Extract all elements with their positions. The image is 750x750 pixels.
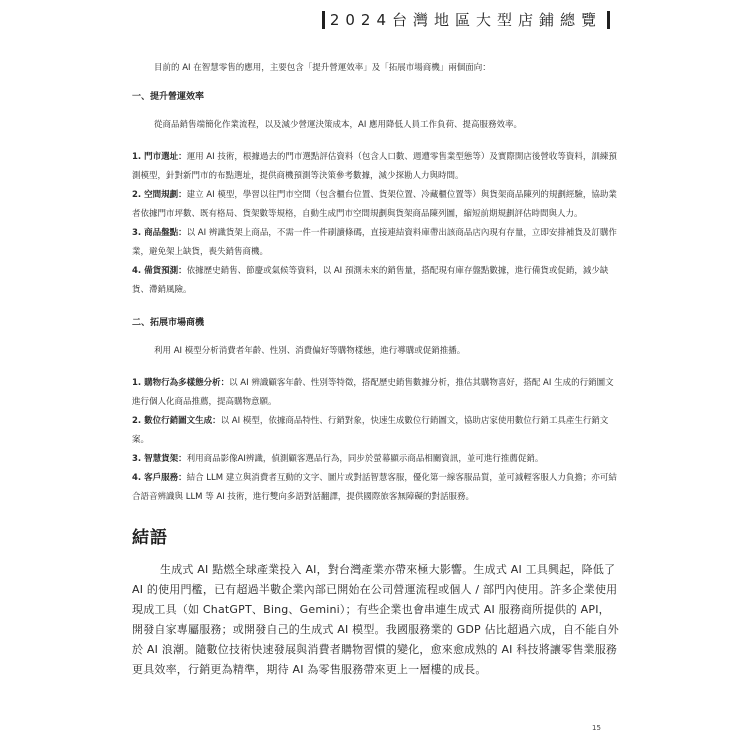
item-text: 依據歷史銷售、節慶或氣候等資料，以 AI 預測未來的銷售量，搭配現有庫存盤點數據，進行備貨或促銷，減少缺貨、滯銷風險。 [132, 266, 609, 295]
item-text: 以 AI 辨識貨架上商品，不需一件一件刷讀條碼，直接連結資料庫帶出該商品店內現有存量，立即安排補貨及訂購作業，避免架上缺貨，喪失銷售商機。 [132, 228, 617, 257]
section2-item-2 [132, 412, 620, 450]
section1-item-3 [132, 224, 620, 262]
intro-paragraph: 目前的 AI 在智慧零售的應用，主要包含「提升營運效率」及「拓展市場商機」兩個面向： [154, 63, 491, 73]
item-text: 運用 AI 技術，根據過去的門市選點評估資料（包含人口數、週遭零售業型態等）及實際開店後營收等資料，訓練預測模型，針對新門市的布點選址，提供商機預測等決策參考數據，減少探勘人力與時間。 [132, 152, 617, 181]
item-label: 4. 客戶服務： [132, 473, 187, 483]
conclusion-title: 結語 [132, 528, 168, 548]
section2-item-4 [132, 469, 620, 507]
item-label: 1. 門市選址： [132, 152, 187, 162]
section1-heading: 一、提升營運效率 [132, 92, 205, 102]
running-header [322, 9, 610, 30]
header-title: 2024台灣地區大型店鋪總覽 [329, 11, 602, 29]
item-text: 建立 AI 模型，學習以往門市空間（包含櫃台位置、貨架位置、冷藏櫃位置等）與貨架商品陳列的規劃經驗，協助業者依據門市坪數、既有格局、貨架數等規格，自動生成門市空間規劃與貨架商品陳列圖，縮短前期規劃評估時間與人力。 [132, 190, 617, 219]
section1-item-4 [132, 262, 620, 300]
item-text: 以 AI 模型，依據商品特性、行銷對象，快速生成數位行銷圖文，協助店家使用數位行銷工具產生行銷文案。 [132, 416, 609, 445]
section2-heading: 二、拓展市場商機 [132, 318, 205, 328]
section1-item-1 [132, 148, 620, 186]
header-bar-left [322, 11, 325, 29]
item-text: 結合 LLM 建立與消費者互動的文字、圖片或對話智慧客服，優化第一線客服品質，並可減輕客服人力負擔；亦可結合語音辨識與 LLM 等 AI 技術，進行雙向多語對話翻譯，提供國際旅客無障礙的對話服務。 [132, 473, 617, 502]
item-text: 利用商品影像AI辨識，偵測顧客選品行為，同步於螢幕顯示商品相關資訊，並可進行推薦促銷。 [186, 454, 544, 464]
item-label: 4. 備貨預測： [132, 266, 187, 276]
section1-lead: 從商品銷售端簡化作業流程，以及減少營運決策成本，AI 應用降低人員工作負荷、提高服務效率。 [154, 120, 523, 130]
item-label: 3. 商品盤點： [132, 228, 187, 238]
header-bar-right [607, 11, 610, 29]
item-text: 以 AI 辨識顧客年齡、性別等特徵，搭配歷史銷售數據分析，推估其購物喜好，搭配 AI 生成的行銷圖文進行個人化商品推薦，提高購物意願。 [132, 378, 614, 407]
page-number: 15 [592, 724, 601, 732]
section2-item-1 [132, 374, 620, 412]
item-label: 1. 購物行為多樣態分析： [132, 378, 230, 388]
page-body [132, 60, 620, 680]
section2-lead: 利用 AI 模型分析消費者年齡、性別、消費偏好等購物樣態，進行導購或促銷推播。 [154, 346, 466, 356]
item-label: 2. 數位行銷圖文生成： [132, 416, 221, 426]
section2-item-3 [132, 450, 620, 469]
section1-item-2 [132, 186, 620, 224]
item-label: 2. 空間規劃： [132, 190, 187, 200]
conclusion-paragraph: 生成式 AI 點燃全球產業投入 AI，對台灣產業亦帶來極大影響。生成式 AI 工具興起，降低了 AI 的使用門檻，已有超過半數企業內部已開始在公司營運流程或個人 / 部門內使用。許多企業使用現成工具（如 ChatGPT、Bing、Gemini）；有些企業也會串連生成式 AI 服務商所提供的 API，開發自家專屬服務；或開發自己的生成式 AI 模型。我國服務業的 GDP 佔比超過六成，自不能自外於 AI 浪潮。隨數位技術快速發展與消費者購物習慣的變化，愈來愈成熟的 AI 科技將讓零售業服務更具效率，行銷更為精準，期待 AI 為零售服務帶來更上一層樓的成長。 [132, 563, 619, 676]
item-label: 3. 智慧貨架： [132, 454, 187, 464]
